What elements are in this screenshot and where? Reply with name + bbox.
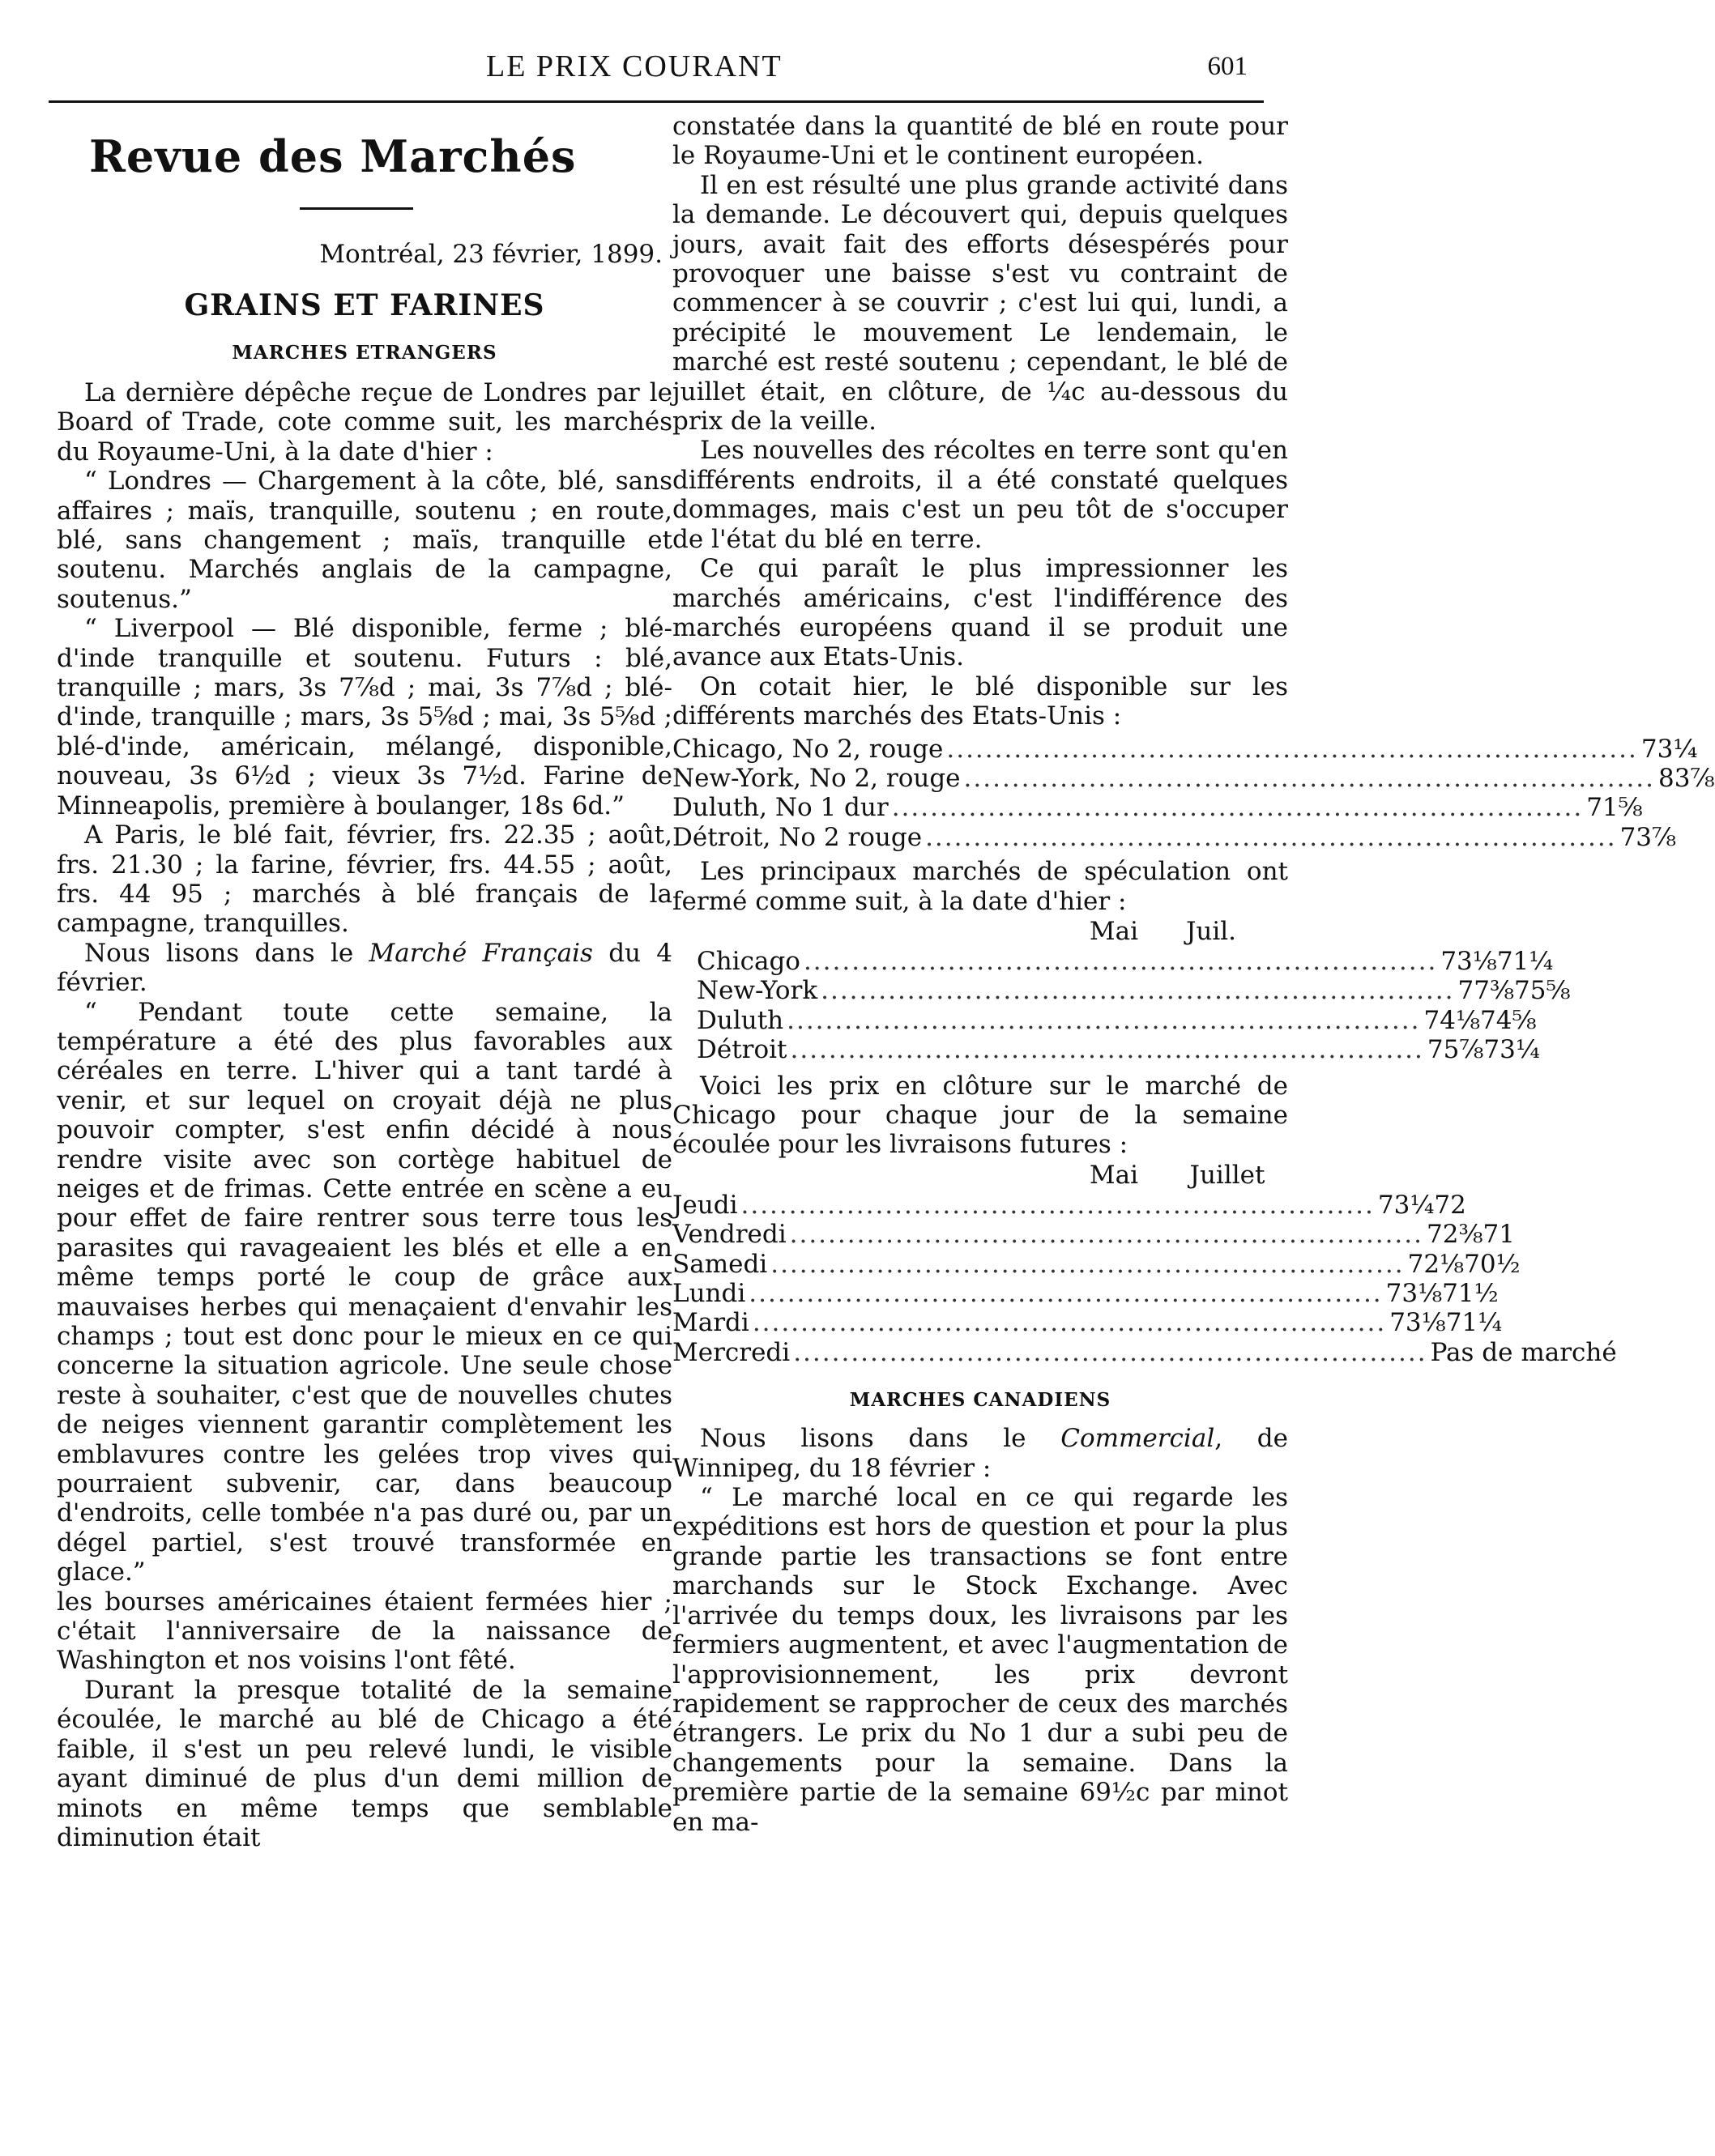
price-mai: 72⅛ xyxy=(1407,1249,1465,1279)
paragraph: Les nouvelles des récoltes en terre sont qu'en différents endroits, il a été constaté quelques dommages, mais c'est un peu tôt de s'occuper de l'état du blé en terre. xyxy=(672,436,1288,554)
price-mai: 73⅛ xyxy=(1389,1308,1446,1338)
market-name: New-York xyxy=(697,976,818,1006)
table-row xyxy=(697,1005,1537,1035)
table-row xyxy=(672,822,1677,852)
market-name: Duluth, No 1 dur xyxy=(672,793,889,823)
title-rule xyxy=(300,207,413,210)
price-mai: 75⅞ xyxy=(1427,1035,1484,1065)
source-name: Commercial xyxy=(1060,1424,1215,1454)
price-juillet: 72 xyxy=(1434,1190,1466,1220)
table-row xyxy=(672,1190,1466,1220)
subsection-heading: MARCHES ETRANGERS xyxy=(232,342,497,364)
leader-dots: .................................................................. xyxy=(752,1308,1387,1338)
source-paragraph xyxy=(672,1424,1288,1483)
price: 73¼ xyxy=(1640,734,1698,764)
price-juil: 73¼ xyxy=(1483,1035,1540,1065)
table-row xyxy=(672,1220,1515,1250)
table-row xyxy=(672,1279,1499,1309)
leader-dots: .................................................................. xyxy=(787,1005,1421,1035)
column-header: Juillet xyxy=(1189,1160,1265,1190)
subsection-heading: MARCHES CANADIENS xyxy=(849,1389,1111,1412)
price-juillet: 71¼ xyxy=(1445,1308,1503,1338)
paragraph: constatée dans la quantité de blé en route pour le Royaume-Uni et le continent européen. xyxy=(672,112,1288,171)
market-name: Duluth xyxy=(697,1005,784,1035)
dateline: Montréal, 23 février, 1899. xyxy=(319,240,663,269)
leader-dots: ........................................................................ xyxy=(963,763,1656,793)
price-mai: 72⅜ xyxy=(1427,1220,1483,1250)
leader-dots: ........................................................................ xyxy=(891,793,1584,823)
source-text: du 4 février. xyxy=(57,938,672,998)
paragraph: Il en est résulté une plus grande activité dans la demande. Le découvert qui, depuis quelques jours, avait fait des efforts désespérés pour provoquer une baisse s'est vu contraint de commencer à se couvrir ; c'est lui qui, lundi, a précipité le mouvement Le lendemain, le marché est resté soutenu ; cependant, le blé de juillet était, en clôture, de ¼c au-dessous du prix de la veille. xyxy=(672,170,1288,437)
column-header: Mai xyxy=(1089,916,1139,946)
chicago-daily-table xyxy=(672,1160,1617,1367)
market-name: Détroit xyxy=(697,1035,787,1065)
market-name: Chicago, No 2, rouge xyxy=(672,734,944,764)
price-mai: 73⅛ xyxy=(1440,946,1497,976)
speculation-table xyxy=(697,916,1571,1065)
header-rule xyxy=(49,100,1264,103)
right-column xyxy=(672,112,1715,1837)
price-mai: 73⅛ xyxy=(1385,1279,1443,1309)
leader-dots: .................................................................. xyxy=(821,976,1455,1006)
price-juil: 71¼ xyxy=(1496,946,1554,976)
source-text: Nous lisons dans le xyxy=(700,1424,1061,1454)
source-text: , de Winnipeg, du 18 février : xyxy=(672,1424,1288,1483)
day-name: Jeudi xyxy=(672,1190,738,1220)
table-header xyxy=(697,916,1264,947)
leader-dots: .................................................................. xyxy=(790,1035,1424,1065)
paragraph: les bourses américaines étaient fermées hier ; c'était l'anniversaire de la naissance de Washington et nos voisins l'ont fêté. xyxy=(57,1587,672,1676)
leader-dots: .................................................................. xyxy=(793,1337,1427,1367)
leader-dots: .................................................................. xyxy=(770,1249,1405,1279)
no-market-note: Pas de marché xyxy=(1430,1337,1617,1367)
paragraph: On cotait hier, le blé disponible sur les différents marchés des Etats-Unis : xyxy=(672,671,1288,731)
paragraph: “ Pendant toute cette semaine, la température a été des plus favorables aux céréales en terre. L'hiver qui a tant tardé à venir, et sur lequel on croyait déjà ne plus pouvoir compter, s'est enfin décidé à nous rendre visite avec son cortège habituel de neiges et de frimas. Cette entrée en scène a eu pour effet de faire rentrer sous terre tous les parasites qui ravageaient les blés et elle a en même temps porté le coup de grâce aux mauvaises herbes qui menaçaient d'envahir les champs ; tout est donc pour le mieux en ce qui concerne la situation agricole. Une seule chose reste à souhaiter, c'est que de nouvelles chutes de neiges viennent garantir complètement les emblavures contre les gelées trop vives qui pourraient subvenir, car, dans beaucoup d'endroits, celle tombée n'a pas duré ou, par un dégel partiel, s'est trouvé transformée en glace.” xyxy=(57,997,672,1587)
leader-dots: ........................................................................ xyxy=(925,822,1617,852)
paragraph: La dernière dépêche reçue de Londres par le Board of Trade, cote comme suit, les marchés du Royaume-Uni, à la date d'hier : xyxy=(57,378,672,467)
price-mai: 77⅜ xyxy=(1457,976,1514,1006)
page-header xyxy=(49,39,1264,96)
column-header: Mai xyxy=(1089,1160,1139,1190)
price-mai: 74⅛ xyxy=(1423,1005,1480,1035)
left-column xyxy=(57,112,672,1852)
article-title: Revue des Marchés xyxy=(89,130,577,182)
paragraph: “ Le marché local en ce qui regarde les expéditions est hors de question et pour la plus grande partie les transactions se font entre marchands sur le Stock Exchange. Avec l'arrivée du temps doux, les livraisons par les fermiers augmentent, et avec l'augmentation de l'approvisionnement, les prix devront rapidement se rapprocher de ceux des marchés étrangers. Le prix du No 1 dur a subi peu de changements pour la semaine. Dans la première partie de la semaine 69½c par minot en ma- xyxy=(672,1483,1288,1837)
market-name: Détroit, No 2 rouge xyxy=(672,822,923,852)
leader-dots: ........................................................................ xyxy=(946,734,1638,764)
price-juillet: 70½ xyxy=(1464,1249,1521,1279)
leader-dots: .................................................................. xyxy=(740,1190,1375,1220)
table-row xyxy=(697,1035,1540,1065)
section-heading: GRAINS ET FARINES xyxy=(184,288,545,322)
table-header xyxy=(672,1160,1288,1191)
price: 71⅝ xyxy=(1586,793,1643,823)
source-paragraph xyxy=(57,939,672,998)
running-title: LE PRIX COURANT xyxy=(486,49,783,83)
table-row xyxy=(672,763,1715,793)
source-text: Nous lisons dans le xyxy=(84,938,369,968)
paragraph: A Paris, le blé fait, février, frs. 22.35 ; août, frs. 21.30 ; la farine, février, frs. 44.55 ; août, frs. 44 95 ; marchés à blé français de la campagne, tranquilles. xyxy=(57,820,672,939)
paragraph: Voici les prix en clôture sur le marché de Chicago pour chaque jour de la semaine écoulée pour les livraisons futures : xyxy=(672,1071,1288,1160)
price-juil: 74⅝ xyxy=(1480,1005,1537,1035)
day-name: Samedi xyxy=(672,1249,768,1279)
table-row xyxy=(672,734,1698,764)
source-name: Marché Français xyxy=(369,938,593,968)
page-number: 601 xyxy=(1207,52,1248,81)
leader-dots: .................................................................. xyxy=(789,1220,1423,1250)
leader-dots: .................................................................. xyxy=(803,946,1438,976)
day-name: Vendredi xyxy=(672,1220,787,1250)
table-row xyxy=(672,793,1643,823)
market-name: Chicago xyxy=(697,946,800,976)
paragraph: “ Liverpool — Blé disponible, ferme ; blé-d'inde tranquille et soutenu. Futurs : blé, tranquille ; mars, 3s 7⅞d ; mai, 3s 7⅞d ; blé-d'inde, tranquille ; mars, 3s 5⅝d ; mai, 3s 5⅝d ; blé-d'inde, américain, mélangé, disponible, nouveau, 3s 6½d ; vieux 3s 7½d. Farine de Minneapolis, première à boulanger, 18s 6d.” xyxy=(57,614,672,820)
table-row xyxy=(697,946,1554,976)
price: 73⅞ xyxy=(1619,822,1677,852)
table-row xyxy=(672,1337,1617,1367)
paragraph: “ Londres — Chargement à la côte, blé, sans affaires ; maïs, tranquille, soutenu ; en route, blé, sans changement ; maïs, tranquille et soutenu. Marchés anglais de la campagne, soutenus.” xyxy=(57,467,672,614)
price-juillet: 71½ xyxy=(1442,1279,1499,1309)
table-row xyxy=(697,976,1571,1006)
market-name: New-York, No 2, rouge xyxy=(672,763,961,793)
spot-price-table xyxy=(672,734,1715,853)
table-row xyxy=(672,1249,1521,1279)
paragraph: Ce qui paraît le plus impressionner les marchés américains, c'est l'indifférence des marchés européens quand il se produit une avance aux Etats-Unis. xyxy=(672,554,1288,672)
price-mai: 73¼ xyxy=(1377,1190,1435,1220)
day-name: Mardi xyxy=(672,1308,749,1338)
day-name: Lundi xyxy=(672,1279,746,1309)
column-header: Juil. xyxy=(1185,916,1237,946)
price-juillet: 71 xyxy=(1482,1220,1515,1250)
price: 83⅞ xyxy=(1658,763,1715,793)
paragraph: Les principaux marchés de spéculation ont fermé comme suit, à la date d'hier : xyxy=(672,857,1288,916)
day-name: Mercredi xyxy=(672,1337,791,1367)
table-row xyxy=(672,1308,1503,1338)
leader-dots: .................................................................. xyxy=(749,1279,1383,1309)
price-juil: 75⅝ xyxy=(1514,976,1571,1006)
paragraph: Durant la presque totalité de la semaine écoulée, le marché au blé de Chicago a été faible, il s'est un peu relevé lundi, le visible ayant diminué de plus d'un demi million de minots en même temps que semblable diminution était xyxy=(57,1675,672,1852)
